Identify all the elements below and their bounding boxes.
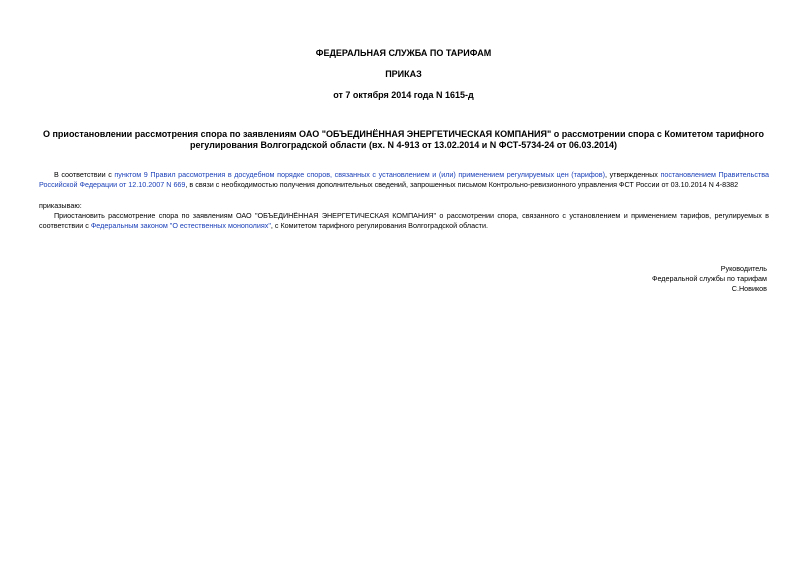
preamble-paragraph (39, 170, 769, 190)
rules-link[interactable]: пунктом 9 Правил рассмотрения в досудебном порядке споров, связанных с установлением и (или) применением регулируемых цен (тарифов) (114, 170, 605, 179)
order-text-1: Приостановить рассмотрение спора по заявлениям ОАО "ОБЪЕДИНЁННАЯ ЭНЕРГЕТИЧЕСКАЯ КОМПАНИЯ" о рассмотрении спора, связанного с установлением и применением тарифов, регулируемых в соответствии с (39, 211, 769, 230)
preamble-text-1: В соответствии с (54, 170, 115, 179)
document-title (40, 129, 767, 151)
document-type-heading: ПРИКАЗ (385, 69, 422, 79)
title-line-1: О приостановлении рассмотрения спора по заявлениям ОАО "ОБЪЕДИНЁННАЯ ЭНЕРГЕТИЧЕСКАЯ КОМПАНИЯ" о рассмотрении спора с Комитетом тарифного (43, 129, 764, 139)
order-word: приказываю: (39, 201, 82, 210)
date-number-heading: от 7 октября 2014 года N 1615-д (333, 90, 474, 100)
signature-agency: Федеральной службы по тарифам (652, 274, 767, 283)
signature-block (467, 264, 767, 294)
signature-name: С.Новиков (731, 284, 767, 293)
government-decree-link[interactable]: постановлением Правительства Российской Федерации от 12.10.2007 N 669 (39, 170, 769, 189)
agency-heading: ФЕДЕРАЛЬНАЯ СЛУЖБА ПО ТАРИФАМ (315, 48, 492, 58)
signature-position: Руководитель (720, 264, 767, 273)
title-line-2: регулирования Волгоградской области (вх. N 4-913 от 13.02.2014 и N ФСТ-5734-24 от 06.03.2014) (190, 140, 617, 150)
federal-law-link[interactable]: Федеральным законом "О естественных монополиях" (90, 221, 271, 230)
preamble-text-3: , в связи с необходимостью получения дополнительных сведений, запрошенных письмом Контрольно-ревизионного управления ФСТ России от 03.10.2014 N 4-8382 (185, 180, 739, 189)
order-text-2: , с Комитетом тарифного регулирования Волгоградской области. (270, 221, 488, 230)
preamble-text-2: , утвержденных (605, 170, 661, 179)
order-paragraph (39, 211, 769, 231)
